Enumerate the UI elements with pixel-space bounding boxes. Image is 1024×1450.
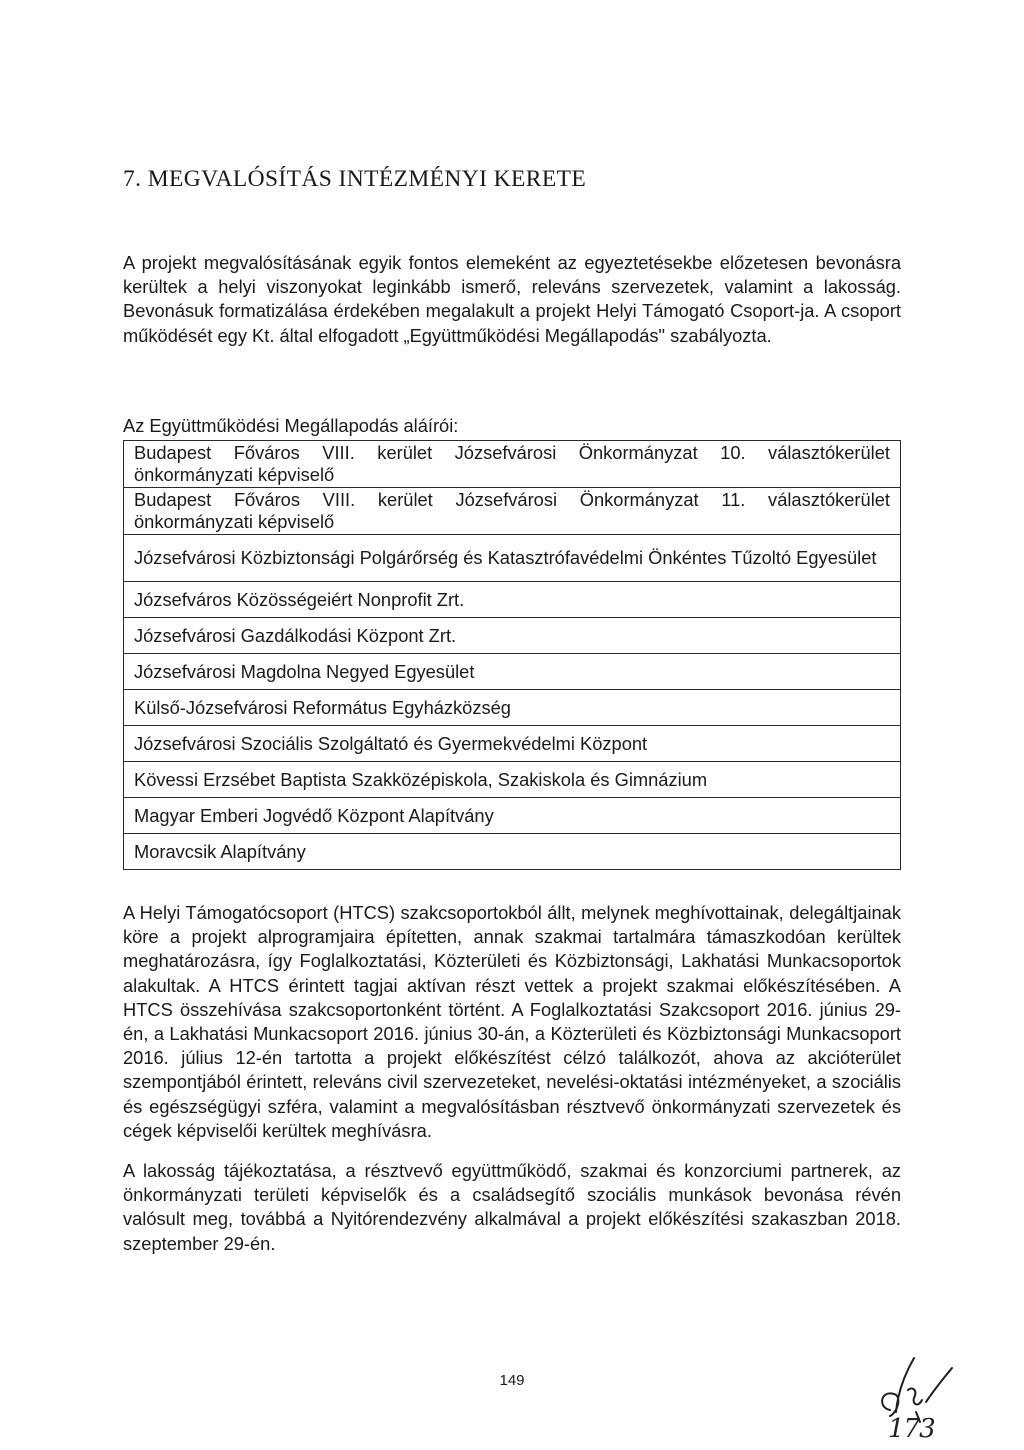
table-row bbox=[124, 618, 901, 654]
signer-cell: Józsefvárosi Gazdálkodási Központ Zrt. bbox=[124, 618, 901, 654]
signer-cell: Magyar Emberi Jogvédő Központ Alapítvány bbox=[124, 798, 901, 834]
table-row bbox=[124, 762, 901, 798]
table-row bbox=[124, 535, 901, 582]
lakossag-paragraph: A lakosság tájékoztatása, a résztvevő együttműködő, szakmai és konzorciumi partnerek, az önkormányzati területi képviselők és a családsegítő szociális munkások bevonása révén valósult meg, továbbá a Nyitórendezvény alkalmával a projekt előkészítési szakaszban 2018. szeptember 29-én. bbox=[123, 1160, 901, 1254]
signers-title: Az Együttműködési Megállapodás aláírói: bbox=[123, 415, 459, 436]
table-row bbox=[124, 834, 901, 870]
table-row bbox=[124, 726, 901, 762]
intro-paragraph: A projekt megvalósításának egyik fontos elemeként az egyeztetésekbe előzetesen bevonásra kerültek a helyi viszonyokat leginkább ismerő, releváns szervezetek, valamint a lakosság. Bevonásuk formatizálása érdekében megalakult a projekt Helyi Támogató Csoport-ja. A csoport működését egy Kt. által elfogadott „Együttműködési Megállapodás" szabályozta. bbox=[123, 252, 901, 346]
signer-cell: Budapest Főváros VIII. kerület Józsefvárosi Önkormányzat 11. választókerület önkormányzati képviselő bbox=[124, 488, 901, 535]
table-row bbox=[124, 488, 901, 535]
page-number: 149 bbox=[499, 1372, 525, 1389]
signer-cell: Józsefváros Közösségeiért Nonprofit Zrt. bbox=[124, 582, 901, 618]
signer-cell: Józsefvárosi Közbiztonsági Polgárőrség és Katasztrófavédelmi Önkéntes Tűzoltó Egyesület bbox=[124, 535, 901, 582]
table-row bbox=[124, 798, 901, 834]
signers-table bbox=[123, 440, 901, 870]
signer-cell: Budapest Főváros VIII. kerület Józsefvárosi Önkormányzat 10. választókerület önkormányzati képviselő bbox=[124, 441, 901, 488]
signer-cell: Külső-Józsefvárosi Református Egyházközség bbox=[124, 690, 901, 726]
table-row bbox=[124, 582, 901, 618]
table-row bbox=[124, 690, 901, 726]
signer-cell: Kövessi Erzsébet Baptista Szakközépiskola, Szakiskola és Gimnázium bbox=[124, 762, 901, 798]
htcs-paragraph: A Helyi Támogatócsoport (HTCS) szakcsoportokból állt, melynek meghívottainak, delegáltjainak köre a projekt alprogramjaira építetten, annak szakmai tartalmára támaszkodóan kerültek meghatározásra, így Foglalkoztatási, Közterületi és Közbiztonsági, Lakhatási Munkacsoportok alakultak. A HTCS érintett tagjai aktívan részt vettek a projekt szakmai előkészítésében. A HTCS összehívása szakcsoportonként történt. A Foglalkoztatási Szakcsoport 2016. június 29-én, a Lakhatási Munkacsoport 2016. június 30-án, a Közterületi és Közbiztonsági Munkacsoport 2016. július 12-én tartotta a projekt előkészítést célzó találkozót, ahova az akcióterület szempontjából érintett, releváns civil szervezeteket, nevelési-oktatási intézményeket, a szociális és egészségügyi szféra, valamint a megvalósításban résztvevő önkormányzati szervezetek és cégek képviselői kerültek meghívásra. bbox=[123, 902, 901, 1141]
signer-cell: Józsefvárosi Szociális Szolgáltató és Gyermekvédelmi Központ bbox=[124, 726, 901, 762]
handwritten-page-number: 173 bbox=[888, 1414, 935, 1444]
table-row bbox=[124, 654, 901, 690]
table-row bbox=[124, 441, 901, 488]
section-heading: 7. MEGVALÓSÍTÁS INTÉZMÉNYI KERETE bbox=[123, 166, 587, 192]
signer-cell: Moravcsik Alapítvány bbox=[124, 834, 901, 870]
signer-cell: Józsefvárosi Magdolna Negyed Egyesület bbox=[124, 654, 901, 690]
